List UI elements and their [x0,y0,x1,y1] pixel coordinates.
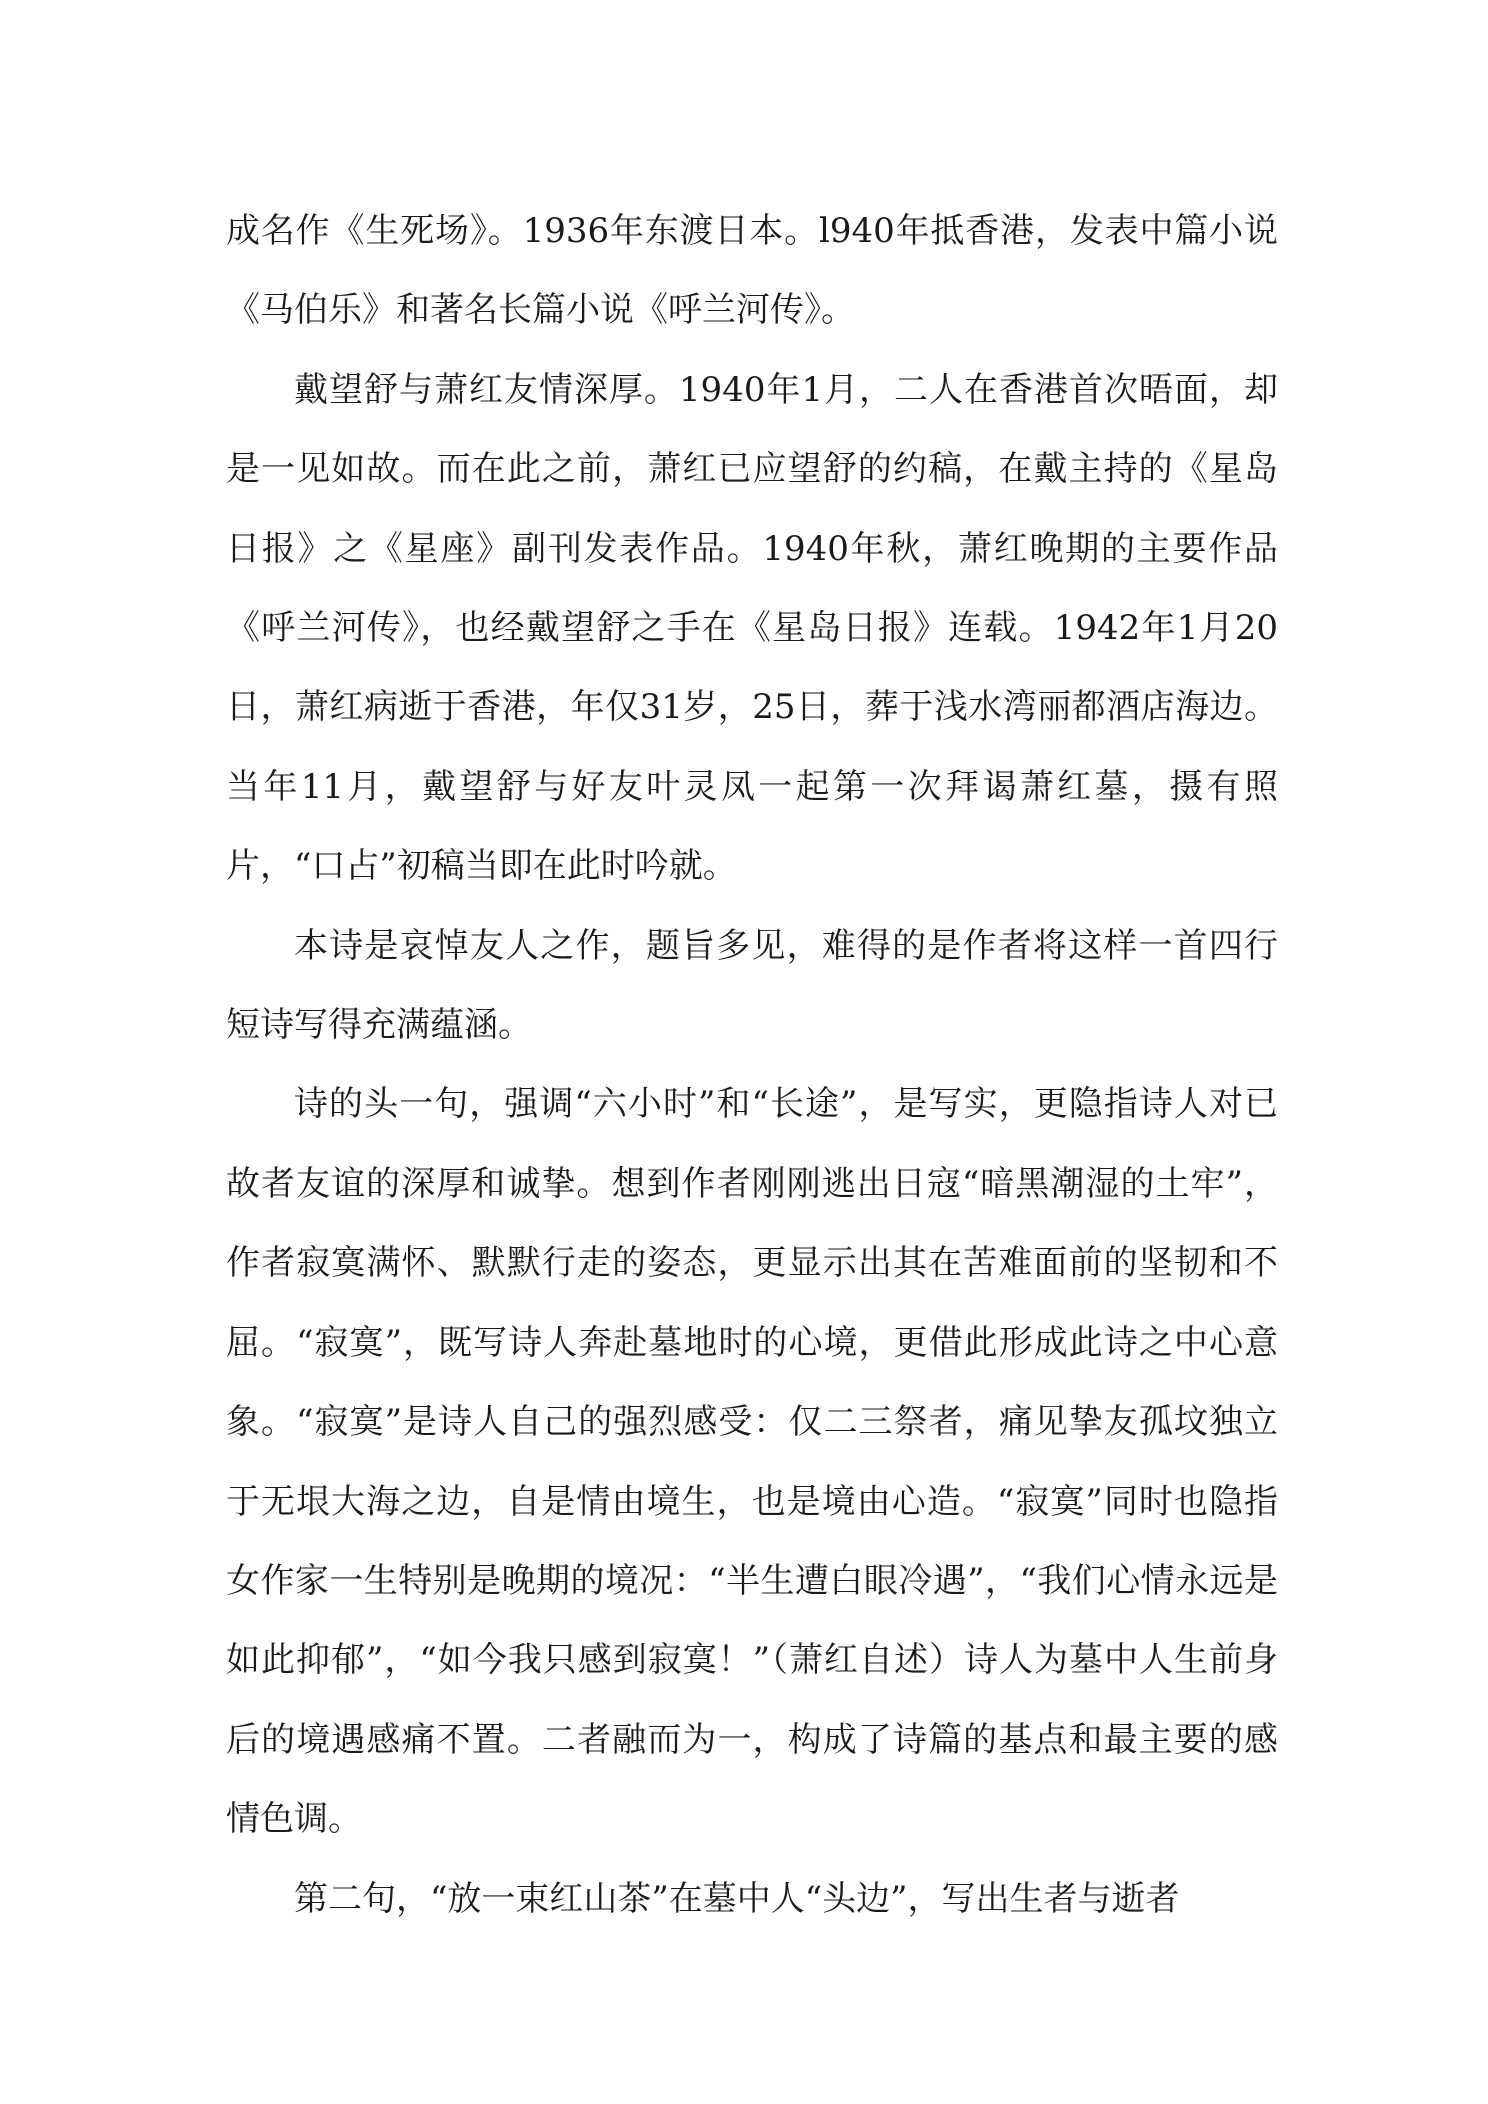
paragraph-3: 本诗是哀悼友人之作，题旨多见，难得的是作者将这样一首四行短诗写得充满蕴涵。 [226,925,1278,1046]
document-body [226,192,1278,1939]
paragraph-1: 成名作《生死场》。1936年东渡日本。l940年抵香港，发表中篇小说《马伯乐》和著名长篇小说《呼兰河传》。 [226,211,1278,331]
paragraph-5: 第二句，“放一束红山茶”在墓中人“头边”，写出生者与逝者 [294,1878,1180,1919]
paragraph-2: 戴望舒与萧红友情深厚。1940年1月，二人在香港首次晤面，却是一见如故。而在此之前，萧红已应望舒的约稿，在戴主持的《星岛日报》之《星座》副刊发表作品。1940年秋，萧红晚期的主要作品《呼兰河传》，也经戴望舒之手在《星岛日报》连载。1942年1月20日，萧红病逝于香港，年仅31岁，25日，葬于浅水湾丽都酒店海边。当年11月，戴望舒与好友叶灵凤一起第一次拜谒萧红墓，摄有照片，“口占”初稿当即在此时吟就。 [226,369,1278,887]
paragraph-4: 诗的头一句，强调“六小时”和“长途”，是写实，更隐指诗人对已故者友谊的深厚和诚挚。想到作者刚刚逃出日寇“暗黑潮湿的土牢”，作者寂寞满怀、默默行走的姿态，更显示出其在苦难面前的坚韧和不屈。“寂寞”，既写诗人奔赴墓地时的心境，更借此形成此诗之中心意象。“寂寞”是诗人自己的强烈感受：仅二三祭者，痛见挚友孤坟独立于无垠大海之边，自是情由境生，也是境由心造。“寂寞”同时也隐指女作家一生特别是晚期的境况：“半生遭白眼冷遇”，“我们心情永远是如此抑郁”，“如今我只感到寂寞！”（萧红自述）诗人为墓中人生前身后的境遇感痛不置。二者融而为一，构成了诗篇的基点和最主要的感情色调。 [226,1084,1278,1840]
